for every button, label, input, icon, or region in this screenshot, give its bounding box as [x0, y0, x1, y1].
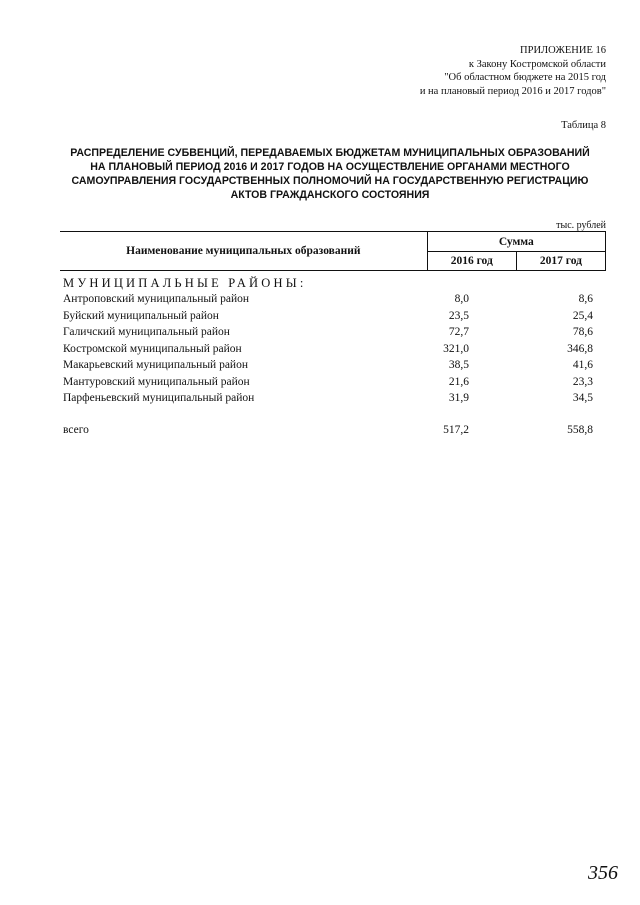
value-2017: 8,6 [578, 293, 593, 305]
title-line-4: АКТОВ ГРАЖДАНСКОГО СОСТОЯНИЯ [230, 189, 430, 201]
total-row [63, 422, 603, 438]
document-title [60, 146, 600, 202]
title-line-3: САМОУПРАВЛЕНИЯ ГОСУДАРСТВЕННЫХ ПОЛНОМОЧИЙ НА ГОСУДАРСТВЕННУЮ РЕГИСТРАЦИЮ [71, 175, 589, 187]
appendix-line-2: к Закону Костромской области [468, 58, 606, 70]
title-line-2: НА ПЛАНОВЫЙ ПЕРИОД 2016 И 2017 ГОДОВ НА ОСУЩЕСТВЛЕНИЕ ОРГАНАМИ МЕСТНОГО [90, 161, 570, 173]
appendix-line-4: и на плановый период 2016 и 2017 годов" [419, 85, 606, 97]
total-label: всего [63, 424, 89, 436]
value-2016: 38,5 [448, 359, 469, 371]
table-body [63, 291, 603, 407]
total-2017: 558,8 [567, 424, 593, 436]
units-label: тыс. рублей [556, 220, 606, 231]
section-label: МУНИЦИПАЛЬНЫЕ РАЙОНЫ: [63, 276, 307, 290]
district-name: Парфеньевский муниципальный район [63, 392, 255, 404]
handwritten-page-number: 356 [588, 862, 618, 884]
table-row [63, 341, 603, 358]
value-2017: 25,4 [572, 309, 593, 322]
table-row [63, 357, 603, 374]
value-2017: 78,6 [572, 326, 593, 338]
table-row [63, 308, 603, 325]
district-name: Костромской муниципальный район [63, 342, 242, 355]
table-row [63, 390, 603, 407]
district-name: Галичский муниципальный район [63, 326, 230, 338]
table-row [63, 291, 603, 308]
appendix-line-1: ПРИЛОЖЕНИЕ 16 [520, 45, 606, 56]
title-line-1: РАСПРЕДЕЛЕНИЕ СУБВЕНЦИЙ, ПЕРЕДАВАЕМЫХ БЮДЖЕТАМ МУНИЦИПАЛЬНЫХ ОБРАЗОВАНИЙ [70, 147, 590, 159]
district-name: Макарьевский муниципальный район [63, 359, 248, 371]
value-2016: 321,0 [443, 342, 469, 355]
appendix-header [286, 44, 606, 98]
value-2017: 41,6 [572, 359, 593, 371]
value-2017: 346,8 [567, 342, 593, 355]
value-2016: 21,6 [448, 375, 469, 388]
year-2017-header: 2017 год [516, 252, 605, 271]
year-2016-header: 2016 год [427, 252, 516, 271]
value-2017: 34,5 [572, 392, 593, 404]
table-row [63, 324, 603, 341]
value-2016: 8,0 [454, 293, 469, 305]
district-name: Буйский муниципальный район [63, 309, 219, 322]
district-name: Мантуровский муниципальный район [63, 375, 250, 388]
table-number: Таблица 8 [561, 120, 606, 131]
table-header [60, 231, 606, 271]
value-2017: 23,3 [572, 375, 593, 388]
value-2016: 31,9 [448, 392, 469, 404]
district-name: Антроповский муниципальный район [63, 293, 250, 305]
name-column-header: Наименование муниципальных образований [60, 232, 427, 271]
sum-column-header: Сумма [427, 232, 605, 252]
value-2016: 72,7 [448, 326, 469, 338]
table-row [63, 374, 603, 391]
total-2016: 517,2 [443, 424, 469, 436]
appendix-line-3: "Об областном бюджете на 2015 год [444, 72, 606, 83]
value-2016: 23,5 [448, 309, 469, 322]
